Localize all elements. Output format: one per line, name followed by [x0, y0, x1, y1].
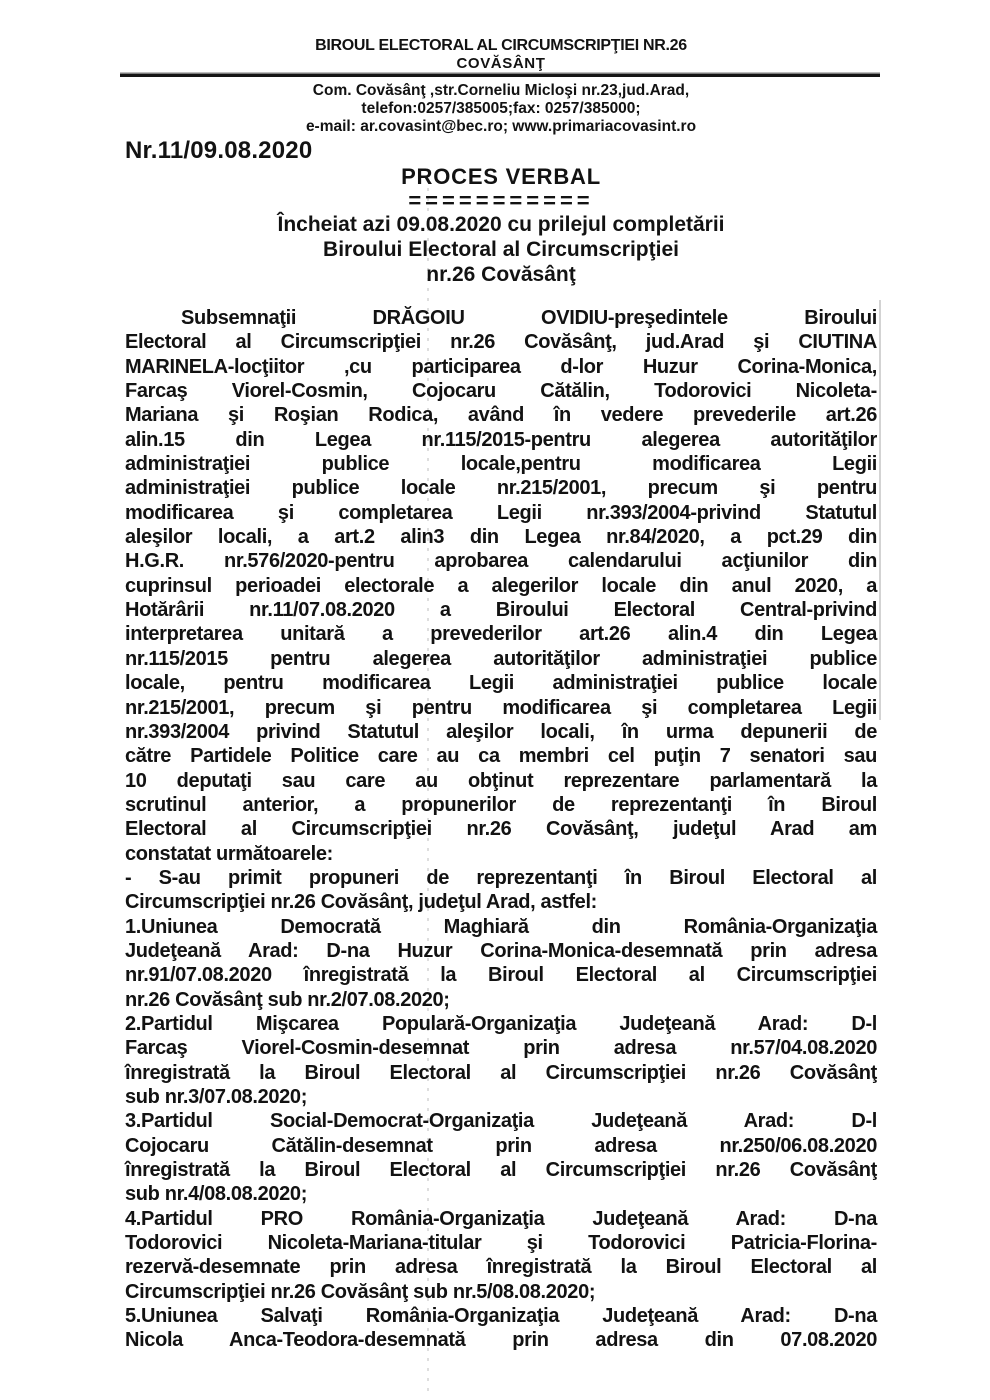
body-line: administraţiei publice locale,pentru modificarea Legii — [125, 453, 877, 476]
subtitle-line-1: Încheiat azi 09.08.2020 cu prilejul completării — [277, 213, 725, 236]
body-line: nr.91/07.08.2020 înregistrată la Biroul Electoral al Circumscripţiei — [125, 964, 877, 987]
body-line: administraţiei publice locale nr.215/2001, precum şi pentru — [125, 477, 877, 500]
doc-title-underline: =========== — [408, 188, 594, 213]
body-line: Todorovici Nicoleta-Mariana-titular şi Todorovici Patricia-Florina- — [125, 1232, 877, 1255]
doc-number: Nr.11/09.08.2020 — [125, 137, 313, 164]
body-line: Electoral al Circumscripţiei nr.26 Covăsânţ, jud.Arad şi CIUTINA — [125, 331, 877, 354]
doc-title: PROCES VERBAL — [401, 164, 601, 189]
body-line: Farcaş Viorel-Cosmin-desemnat prin adresa nr.57/04.08.2020 — [125, 1037, 877, 1060]
body-line: locale, pentru modificarea Legii administraţiei publice locale — [125, 672, 877, 695]
address-line-1: Com. Covăsânţ ,str.Corneliu Micloşi nr.23,jud.Arad, — [312, 82, 690, 99]
body-line: 5.Uniunea Salvaţi România-Organizaţia Judeţeană Arad: D-na — [125, 1305, 877, 1328]
body-line: Judeţeană Arad: D-na Huzur Corina-Monica-desemnată prin adresa — [125, 939, 877, 962]
body-line: Circumscripţiei nr.26 Covăsânţ sub nr.5/08.08.2020; — [125, 1280, 596, 1303]
address-line-3: e-mail: ar.covasint@bec.ro; www.primariacovasint.ro — [305, 118, 697, 135]
body-line: către Partidele Politice care au ca membri cel puţin 7 senatori sau — [125, 745, 877, 768]
body-line: aleşilor locali, a art.2 alin3 din Legea nr.84/2020, a pct.29 din — [125, 526, 877, 549]
body-line: MARINELA-locţiitor ,cu participarea d-lor Huzur Corina-Monica, — [125, 355, 877, 378]
org-name-line2: COVĂSÂNŢ — [456, 55, 546, 72]
body-line: nr.115/2015 pentru alegerea autorităţilor administraţiei publice — [125, 647, 877, 670]
body-line: înregistrată la Biroul Electoral al Circumscripţiei nr.26 Covăsânţ — [125, 1061, 877, 1084]
body-line: H.G.R. nr.576/2020-pentru aprobarea calendarului acţiunilor din — [125, 550, 877, 573]
body-line: Electoral al Circumscripţiei nr.26 Covăsânţ, judeţul Arad am — [125, 818, 877, 841]
subtitle-line-2: Biroului Electoral al Circumscripţiei — [323, 238, 679, 261]
scan-edge-artifact — [879, 300, 881, 720]
address-line-2: telefon:0257/385005;fax: 0257/385000; — [361, 100, 641, 117]
body-line: modificarea şi completarea Legii nr.393/2004-privind Statutul — [125, 501, 877, 524]
body-line: alin.15 din Legea nr.115/2015-pentru alegerea autorităţilor — [125, 428, 877, 451]
body-line: interpretarea unitară a prevederilor art.26 alin.4 din Legea — [125, 623, 877, 646]
body-line: Subsemnaţii DRĂGOIU OVIDIU-preşedintele Biroului — [181, 307, 877, 329]
org-name-line1: BIROUL ELECTORAL AL CIRCUMSCRIPŢIEI NR.26 — [315, 37, 687, 54]
body-line: nr.393/2004 privind Statutul aleşilor locali, în urma depunerii de — [125, 720, 877, 743]
subtitle-line-3: nr.26 Covăsânţ — [426, 263, 576, 286]
body-line: - S-au primit propuneri de reprezentanţi în Biroul Electoral al — [125, 866, 877, 889]
body-line: sub nr.3/07.08.2020; — [125, 1086, 308, 1108]
body-line: Mariana şi Roşian Rodica, având în vedere prevederile art.26 — [125, 404, 877, 427]
body-line: Cojocaru Cătălin-desemnat prin adresa nr.250/06.08.2020 — [125, 1134, 877, 1157]
body-line: constatat următoarele: — [125, 842, 333, 865]
body-line: 4.Partidul PRO România-Organizaţia Judeţeană Arad: D-na — [125, 1207, 877, 1230]
body-line: cuprinsul perioadei electorale a alegerilor locale din anul 2020, a — [125, 574, 877, 597]
body-line: 2.Partidul Mişcarea Populară-Organizaţia Judeţeană Arad: D-l — [125, 1012, 877, 1035]
body-line: Nicola Anca-Teodora-desemnată prin adresa din 07.08.2020 — [125, 1329, 877, 1352]
body-line: sub nr.4/08.08.2020; — [125, 1183, 308, 1206]
body-line: Hotărârii nr.11/07.08.2020 a Biroului Electoral Central-privind — [125, 599, 877, 622]
body-line: nr.215/2001, precum şi pentru modificarea şi completarea Legii — [125, 696, 877, 719]
body-line: nr.26 Covăsânţ sub nr.2/07.08.2020; — [125, 988, 450, 1011]
body-line: 1.Uniunea Democrată Maghiară din România-Organizaţia — [125, 915, 877, 938]
body-line: rezervă-desemnate prin adresa înregistrată la Biroul Electoral al — [125, 1256, 877, 1279]
document-body — [125, 306, 877, 1353]
body-line: 3.Partidul Social-Democrat-Organizaţia Judeţeană Arad: D-l — [125, 1110, 877, 1133]
body-line: înregistrată la Biroul Electoral al Circumscripţiei nr.26 Covăsânţ — [125, 1159, 877, 1182]
body-line: 10 deputaţi sau care au obţinut reprezentare parlamentară la — [125, 769, 877, 792]
header-divider — [120, 74, 880, 77]
body-line: scrutinul anterior, a propunerilor de reprezentanţi în Biroul — [125, 793, 877, 816]
body-line: Circumscripţiei nr.26 Covăsânţ, judeţul Arad, astfel: — [125, 891, 597, 914]
body-line: Farcaş Viorel-Cosmin, Cojocaru Cătălin, Todorovici Nicoleta- — [125, 380, 877, 403]
document-content — [125, 36, 877, 1353]
